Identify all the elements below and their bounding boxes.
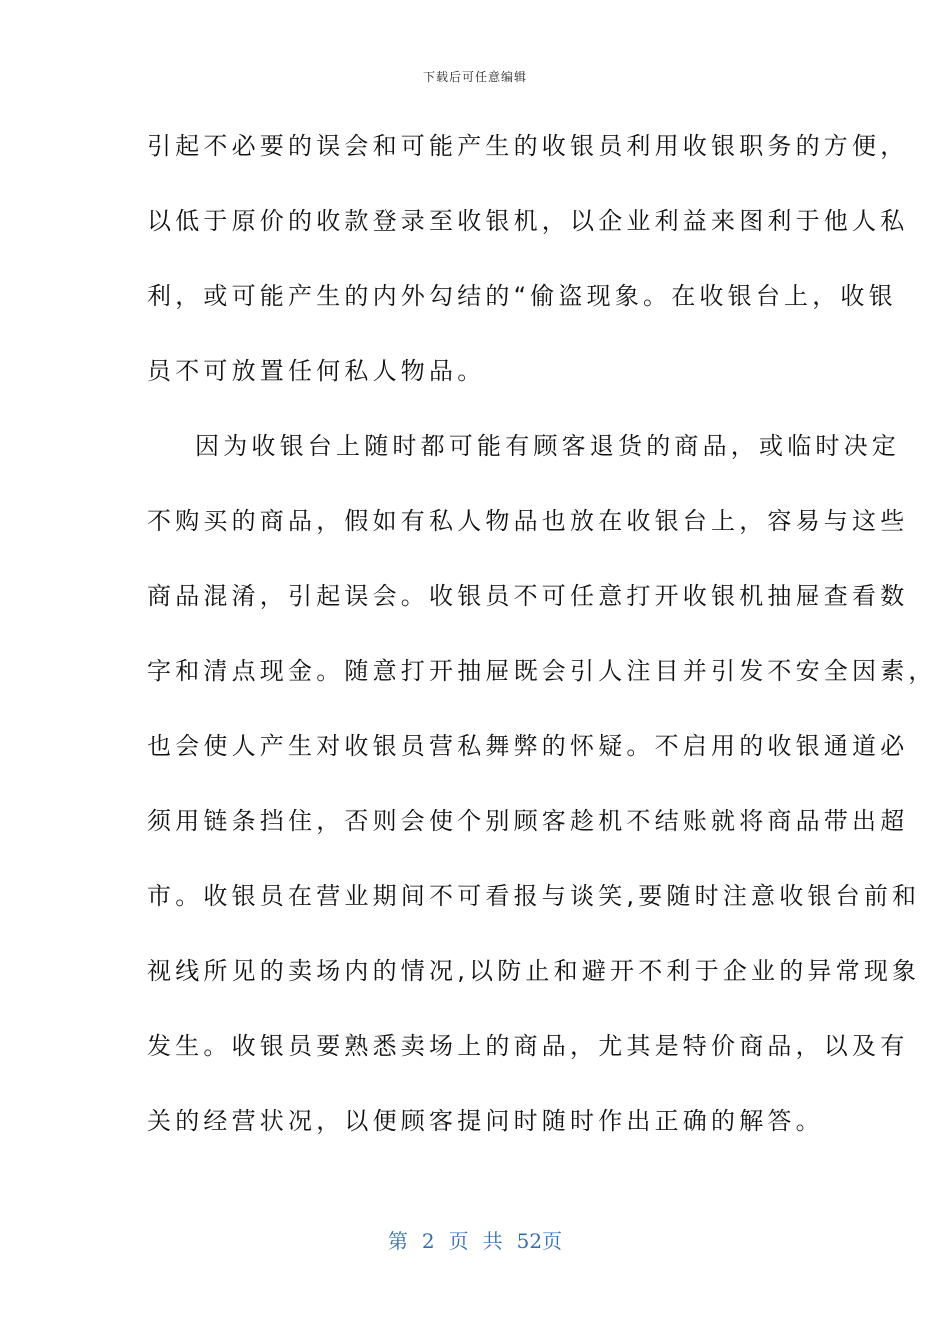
text-line: 利，或可能产生的内外勾结的“偷盗现象。在收银台上，收银 xyxy=(147,282,897,310)
total-pages: 52页 xyxy=(516,1229,563,1253)
text-line: 员不可放置任何私人物品。 xyxy=(147,357,486,385)
current-page-number: 2 xyxy=(421,1229,435,1253)
text-line: 引起不必要的误会和可能产生的收银员利用收银职务的方便， xyxy=(147,132,909,160)
footer-total-word: 共 xyxy=(482,1229,503,1253)
document-body xyxy=(147,118,937,1168)
page-header: 下载后可任意编辑 xyxy=(422,70,527,84)
paragraph-1 xyxy=(147,118,909,418)
text-line: 市。收银员在营业期间不可看报与谈笑,要随时注意收银台前和 xyxy=(147,882,921,910)
text-line: 字和清点现金。随意打开抽屉既会引人注目并引发不安全因素， xyxy=(147,657,937,685)
text-line: 也会使人产生对收银员营私舞弊的怀疑。不启用的收银通道必 xyxy=(147,732,909,760)
text-line: 因为收银台上随时都可能有顾客退货的商品，或临时决定 xyxy=(195,432,900,460)
text-line: 商品混淆，引起误会。收银员不可任意打开收银机抽屉查看数 xyxy=(147,582,909,610)
page-footer xyxy=(0,1225,950,1254)
text-line: 不购买的商品，假如有私人物品也放在收银台上，容易与这些 xyxy=(147,507,909,535)
footer-prefix: 第 xyxy=(387,1229,408,1253)
text-line: 以低于原价的收款登录至收银机，以企业利益来图利于他人私 xyxy=(147,207,909,235)
text-line: 视线所见的卖场内的情况,以防止和避开不利于企业的异常现象 xyxy=(147,957,921,985)
text-line: 发生。收银员要熟悉卖场上的商品，尤其是特价商品，以及有 xyxy=(147,1032,909,1060)
footer-page-word: 页 xyxy=(448,1229,469,1253)
text-line: 关的经营状况，以便顾客提问时随时作出正确的解答。 xyxy=(147,1107,824,1135)
text-line: 须用链条挡住，否则会使个别顾客趁机不结账就将商品带出超 xyxy=(147,807,909,835)
paragraph-2 xyxy=(147,418,937,1168)
